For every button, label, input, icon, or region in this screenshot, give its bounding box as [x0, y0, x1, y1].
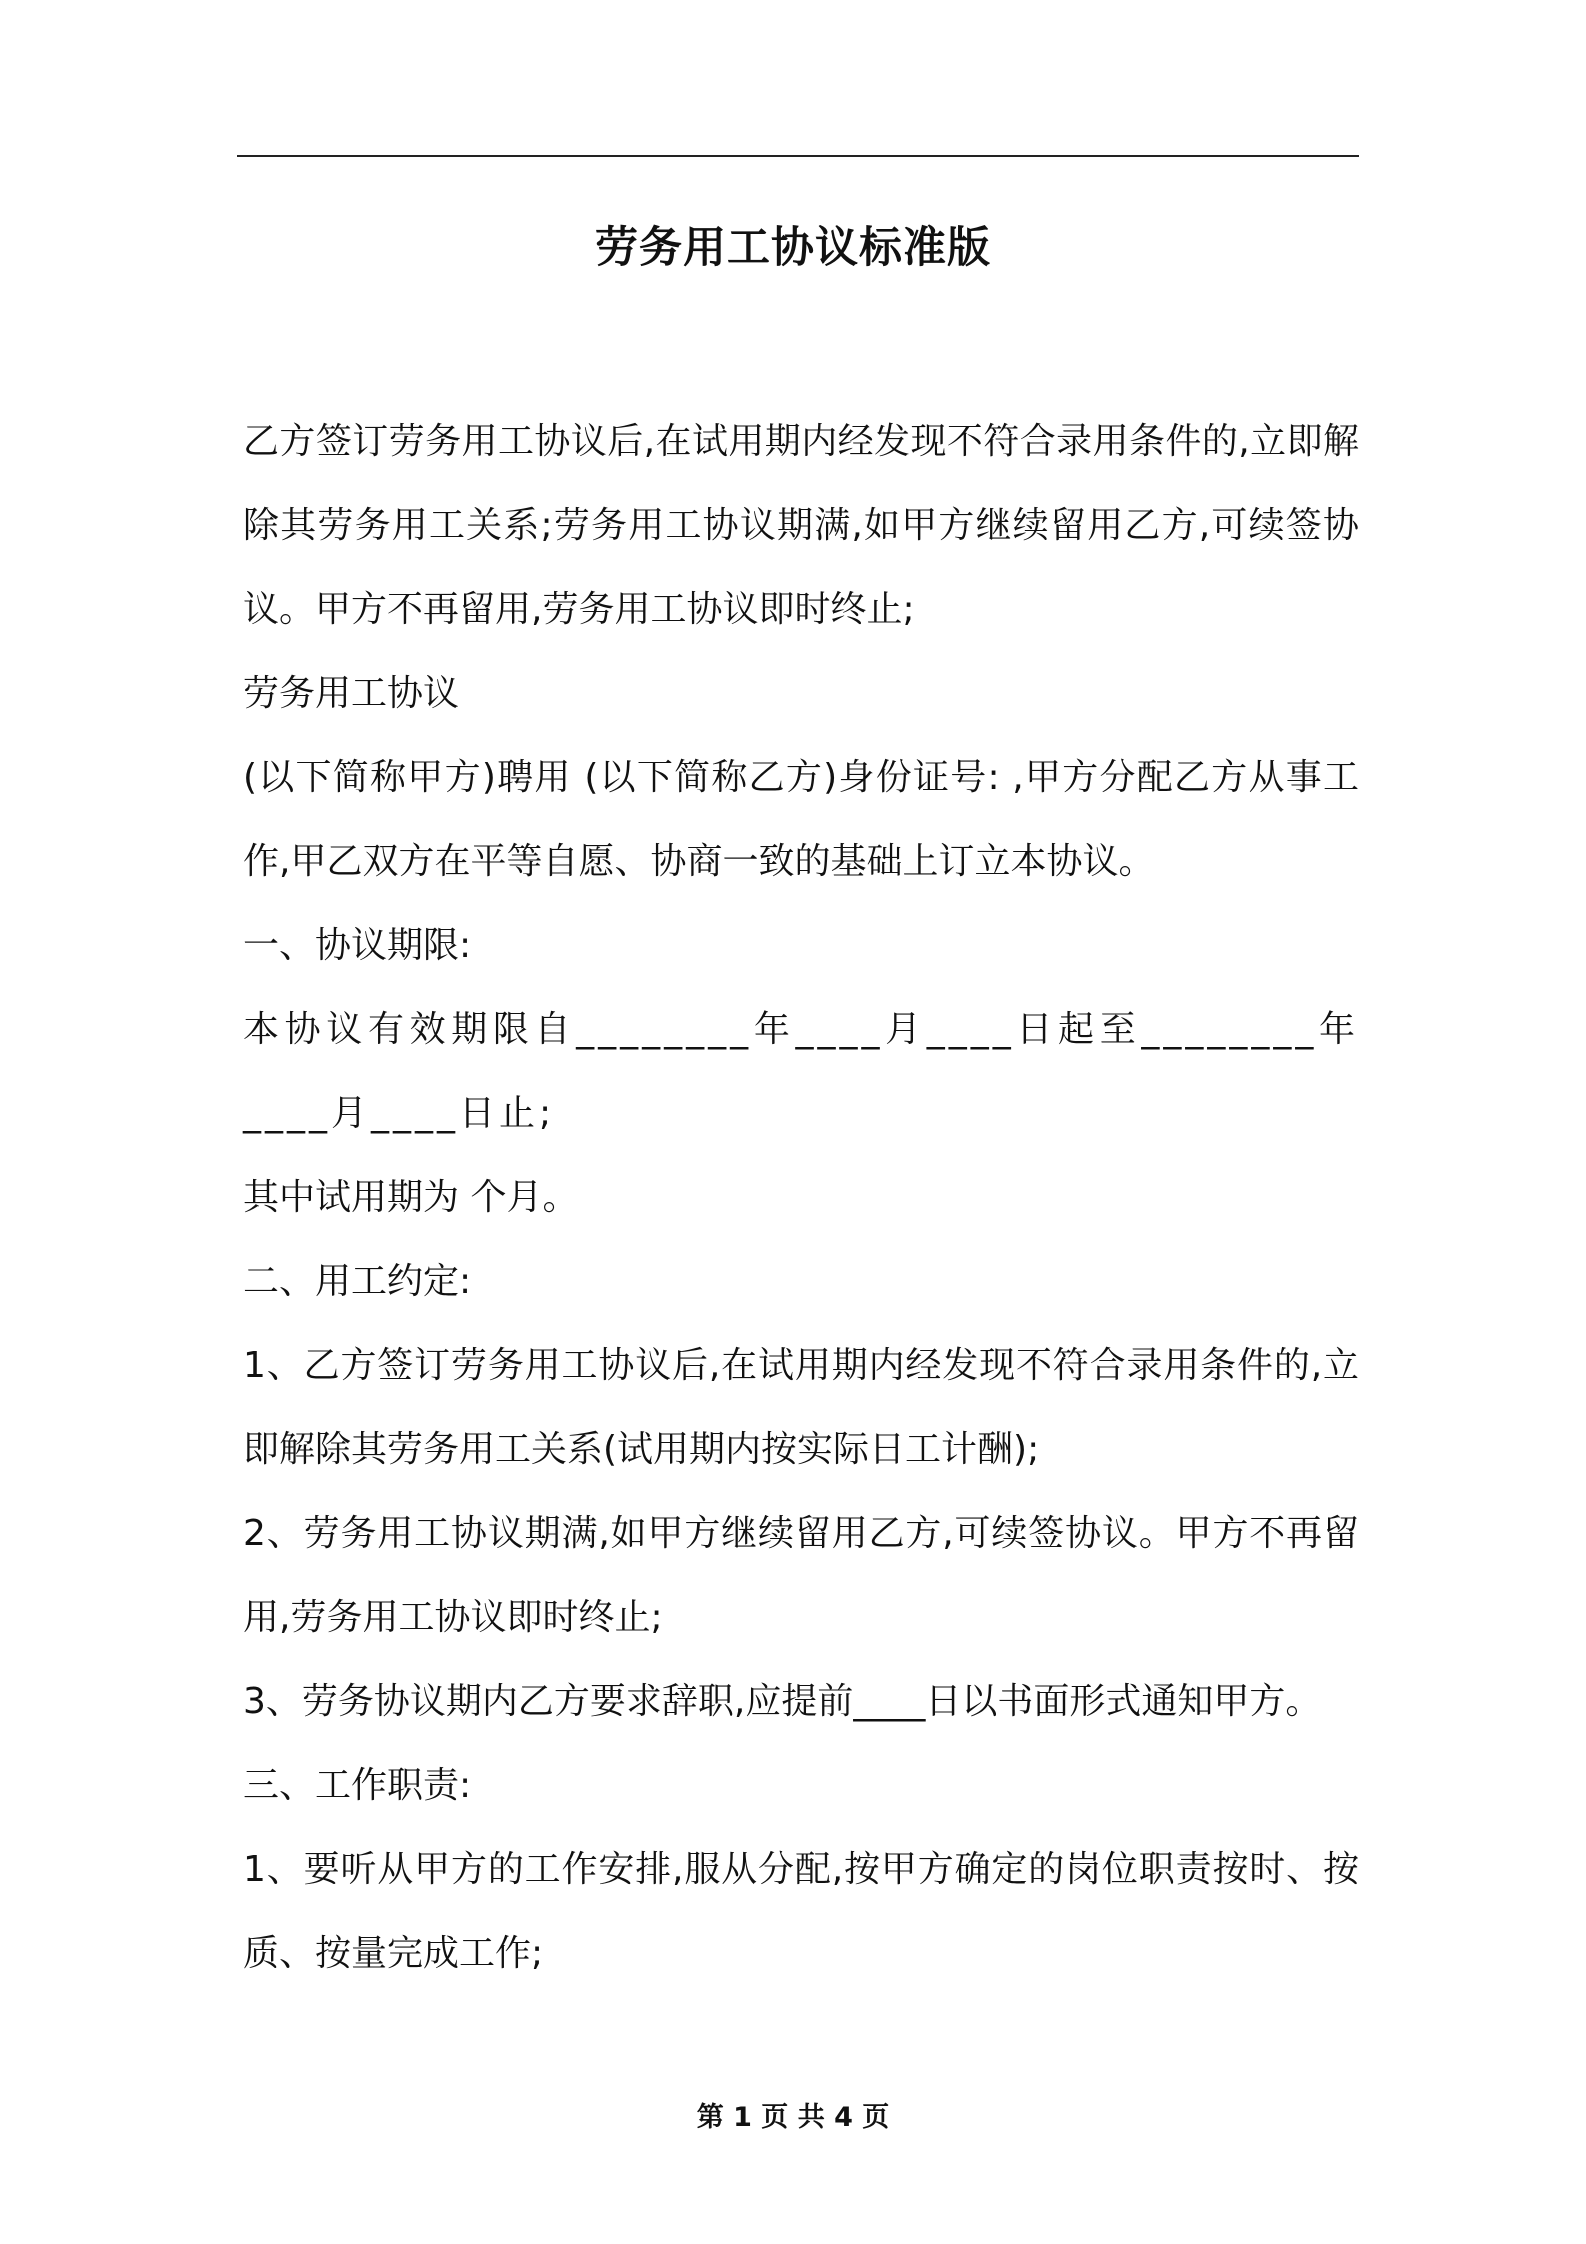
section-heading-employment: 二、用工约定:: [243, 1261, 472, 1302]
employment-clause-3: 3、劳务协议期内乙方要求辞职,应提前____日以书面形式通知甲方。: [243, 1681, 1322, 1722]
intro-paragraph: 乙方签订劳务用工协议后,在试用期内经发现不符合录用条件的,立即解除其劳务用工关系;劳务用工协议期满,如甲方继续留用乙方,可续签协议。甲方不再留用,劳务用工协议即时终止;: [243, 421, 1359, 630]
term-paragraph: 本协议有效期限自________年____月____日起至________年____月____日止;: [243, 1009, 1359, 1134]
header-rule: [237, 155, 1359, 157]
employment-clause-2: 2、劳务用工协议期满,如甲方继续留用乙方,可续签协议。甲方不再留用,劳务用工协议即时终止;: [243, 1513, 1359, 1638]
probation-paragraph: 其中试用期为 个月。: [243, 1177, 579, 1218]
section-heading-term: 一、协议期限:: [243, 925, 472, 966]
section-heading-agreement: 劳务用工协议: [243, 673, 460, 714]
section-heading-duties: 三、工作职责:: [243, 1765, 472, 1806]
employment-clause-1: 1、乙方签订劳务用工协议后,在试用期内经发现不符合录用条件的,立即解除其劳务用工关系(试用期内按实际日工计酬);: [243, 1345, 1359, 1470]
document-title: 劳务用工协议标准版: [595, 223, 991, 273]
duties-clause-1: 1、要听从甲方的工作安排,服从分配,按甲方确定的岗位职责按时、按质、按量完成工作;: [243, 1849, 1359, 1974]
page-number: 第 1 页 共 4 页: [696, 2102, 890, 2133]
parties-paragraph: (以下简称甲方)聘用 (以下简称乙方)身份证号: ,甲方分配乙方从事工作,甲乙双方在平等自愿、协商一致的基础上订立本协议。: [243, 757, 1359, 882]
document-body: [243, 400, 1359, 1996]
